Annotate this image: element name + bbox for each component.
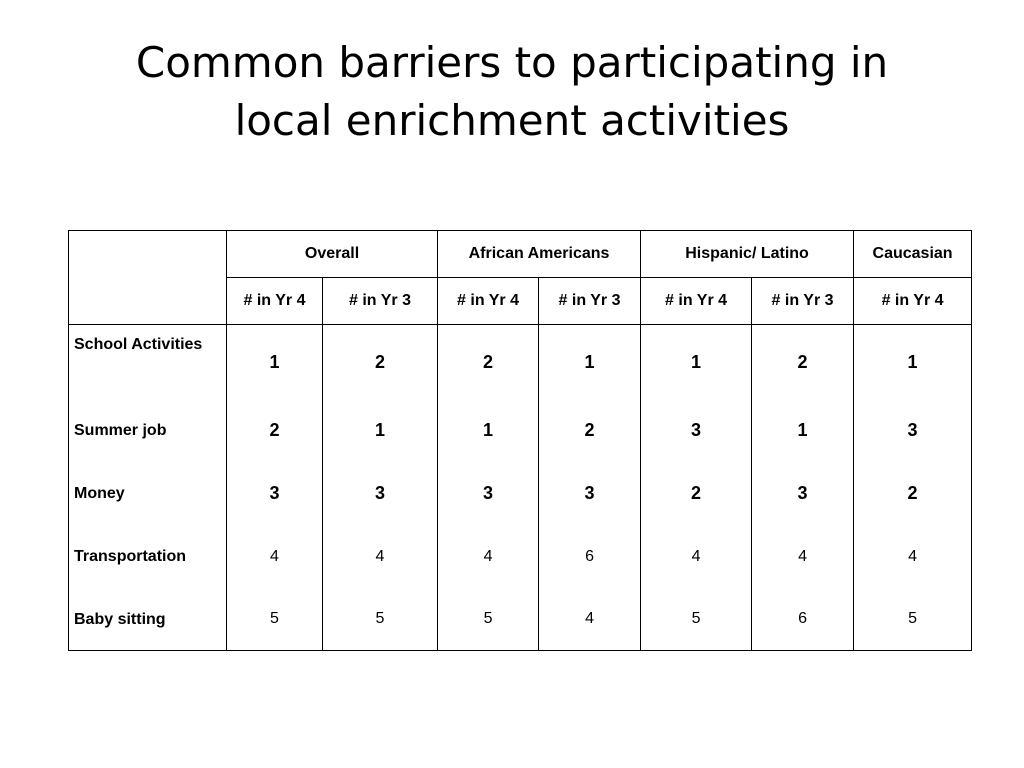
subheader-cell: # in Yr 4 <box>854 278 972 325</box>
table-cell: 2 <box>854 461 972 525</box>
table-cell: 4 <box>323 525 438 588</box>
table-cell: 4 <box>752 525 854 588</box>
title-line-1: Common barriers to participating in <box>135 38 889 87</box>
subheader-cell: # in Yr 4 <box>438 278 539 325</box>
slide-title <box>0 34 1024 150</box>
table-cell: 1 <box>227 325 323 400</box>
table-cell: 3 <box>227 461 323 525</box>
group-header-row <box>69 231 972 278</box>
row-label: Summer job <box>69 399 227 461</box>
subheader-cell: # in Yr 4 <box>227 278 323 325</box>
table-cell: 2 <box>227 399 323 461</box>
table-cell: 6 <box>752 588 854 651</box>
group-header-hispanic-latino: Hispanic/ Latino <box>641 231 854 278</box>
table-cell: 5 <box>323 588 438 651</box>
table-cell: 1 <box>323 399 438 461</box>
table-cell: 4 <box>438 525 539 588</box>
table-cell: 3 <box>539 461 641 525</box>
table-cell: 5 <box>438 588 539 651</box>
table-cell: 4 <box>539 588 641 651</box>
table-cell: 1 <box>438 399 539 461</box>
table-cell: 3 <box>323 461 438 525</box>
group-header-caucasian: Caucasian <box>854 231 972 278</box>
table-cell: 5 <box>641 588 752 651</box>
group-header-african-americans: African Americans <box>438 231 641 278</box>
table-cell: 2 <box>438 325 539 400</box>
row-label: Money <box>69 461 227 525</box>
table-cell: 1 <box>539 325 641 400</box>
table-cell: 2 <box>752 325 854 400</box>
table-cell: 3 <box>752 461 854 525</box>
table-cell: 1 <box>641 325 752 400</box>
table-cell: 4 <box>641 525 752 588</box>
table-cell: 3 <box>438 461 539 525</box>
barriers-table <box>68 230 972 651</box>
table-row <box>69 525 972 588</box>
row-label: Transportation <box>69 525 227 588</box>
corner-cell <box>69 231 227 325</box>
table-cell: 3 <box>854 399 972 461</box>
table-cell: 2 <box>539 399 641 461</box>
title-line-2: local enrichment activities <box>234 96 790 145</box>
subheader-cell: # in Yr 4 <box>641 278 752 325</box>
table-cell: 4 <box>227 525 323 588</box>
subheader-cell: # in Yr 3 <box>539 278 641 325</box>
table-cell: 1 <box>854 325 972 400</box>
table-cell: 2 <box>323 325 438 400</box>
table-row <box>69 325 972 400</box>
subheader-cell: # in Yr 3 <box>752 278 854 325</box>
table-cell: 3 <box>641 399 752 461</box>
table-row <box>69 588 972 651</box>
table-cell: 5 <box>854 588 972 651</box>
subheader-cell: # in Yr 3 <box>323 278 438 325</box>
table-cell: 4 <box>854 525 972 588</box>
table-cell: 6 <box>539 525 641 588</box>
table-row <box>69 461 972 525</box>
group-header-overall: Overall <box>227 231 438 278</box>
table-cell: 2 <box>641 461 752 525</box>
table-row <box>69 399 972 461</box>
row-label: Baby sitting <box>69 588 227 651</box>
table-cell: 5 <box>227 588 323 651</box>
table-cell: 1 <box>752 399 854 461</box>
row-label: School Activities <box>69 325 227 400</box>
